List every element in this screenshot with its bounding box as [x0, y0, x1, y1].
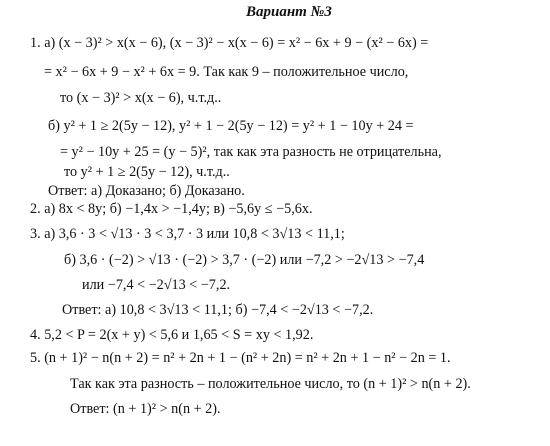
task-5-answer: Ответ: (n + 1)² > n(n + 2). [70, 401, 221, 417]
task-1a-line-3: то (x − 3)² > x(x − 6), ч.т.д.. [60, 90, 222, 106]
task-3b-line-2: или −7,4 < −2√13 < −7,2. [82, 277, 231, 293]
task-1b-line-1: б) y² + 1 ≥ 2(5y − 12), y² + 1 − 2(5y − 12) = y² + 1 − 10y + 24 = [48, 118, 414, 134]
page-title: Вариант №3 [246, 4, 332, 20]
task-1b-line-3: то y² + 1 ≥ 2(5y − 12), ч.т.д.. [64, 164, 230, 180]
task-1-answer: Ответ: а) Доказано; б) Доказано. [48, 183, 245, 199]
task-4: 4. 5,2 < P = 2(x + y) < 5,6 и 1,65 < S = xy < 1,92. [30, 327, 314, 343]
task-1a-line-2: = x² − 6x + 9 − x² + 6x = 9. Так как 9 – положительное число, [44, 64, 409, 80]
task-1b-line-2: = y² − 10y + 25 = (y − 5)², так как эта разность не отрицательна, [60, 144, 442, 160]
task-3a: 3. а) 3,6 · 3 < √13 · 3 < 3,7 · 3 или 10,8 < 3√13 < 11,1; [30, 226, 345, 242]
task-5-line-2: Так как эта разность – положительное число, то (n + 1)² > n(n + 2). [70, 376, 471, 392]
task-5-line-1: 5. (n + 1)² − n(n + 2) = n² + 2n + 1 − (n² + 2n) = n² + 2n + 1 − n² − 2n = 1. [30, 350, 451, 366]
task-3b-line-1: б) 3,6 · (−2) > √13 · (−2) > 3,7 · (−2) или −7,2 > −2√13 > −7,4 [64, 252, 425, 268]
task-3-answer: Ответ: а) 10,8 < 3√13 < 11,1; б) −7,4 < −2√13 < −7,2. [62, 302, 374, 318]
task-2: 2. а) 8x < 8y; б) −1,4x > −1,4y; в) −5,6y ≤ −5,6x. [30, 201, 313, 217]
task-1a-line-1: 1. а) (x − 3)² > x(x − 6), (x − 3)² − x(x − 6) = x² − 6x + 9 − (x² − 6x) = [30, 35, 429, 51]
